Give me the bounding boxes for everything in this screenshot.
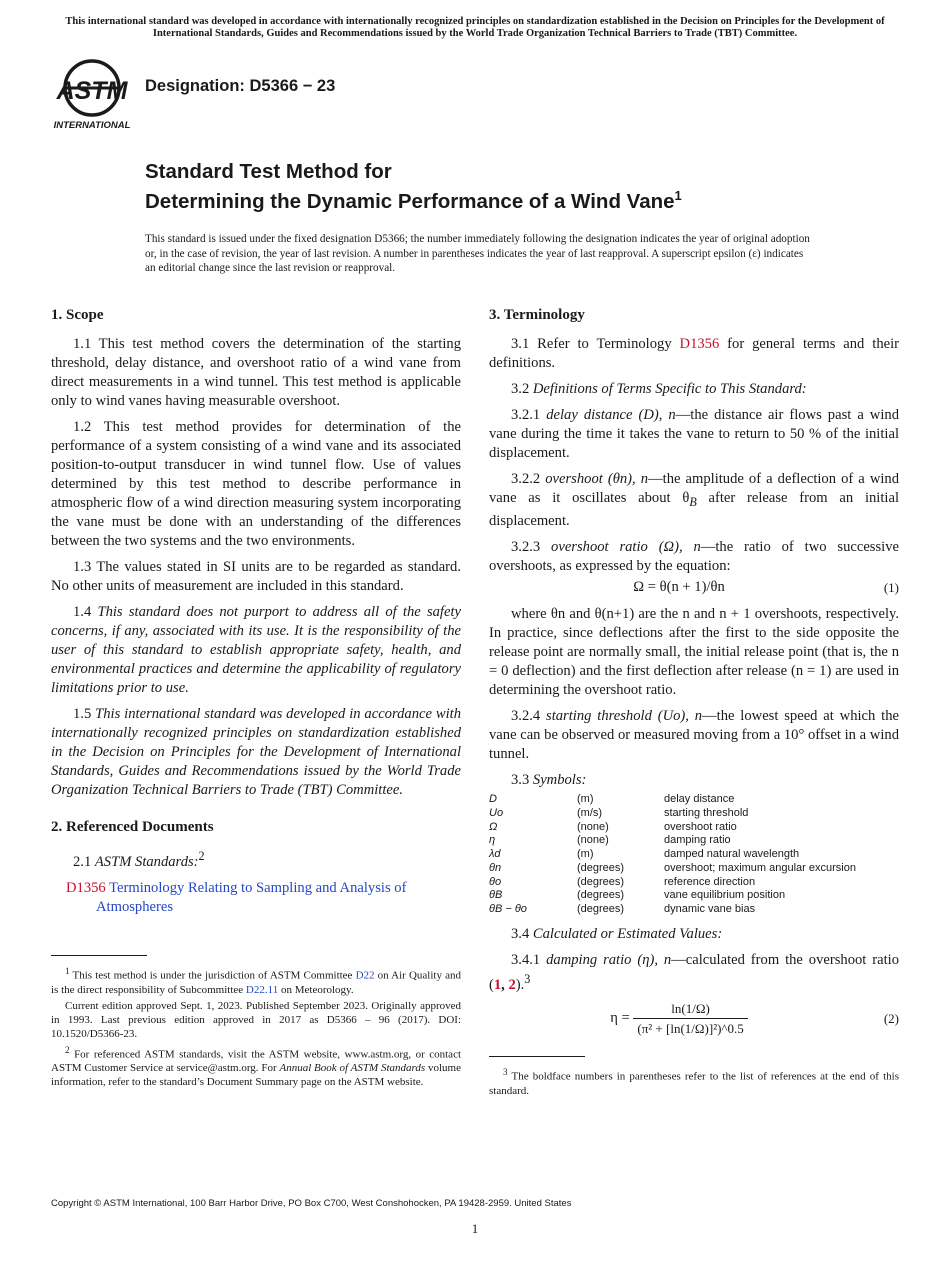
- symbol-desc: overshoot; maximum angular excursion: [664, 861, 856, 874]
- logo-letters: ASTM: [56, 77, 128, 105]
- terminology-heading: 3. Terminology: [489, 307, 585, 323]
- symbol-row: [489, 848, 889, 862]
- ref-title-link[interactable]: Terminology Relating to Sampling and Analysis of: [105, 879, 407, 896]
- symbol-sym: η: [489, 834, 496, 847]
- designation: Designation: D5366 − 23: [145, 77, 336, 95]
- equation-2-denominator: (π² + [ln(1/Ω)]²)^0.5: [637, 1020, 744, 1036]
- para-3-1: 3.1 Refer to Terminology D1356 for general terms and their definitions.: [489, 336, 900, 371]
- symbol-row: [489, 889, 889, 903]
- symbol-desc: delay distance: [664, 792, 735, 805]
- symbol-row: [489, 834, 889, 848]
- link-d1356[interactable]: D1356: [679, 336, 720, 352]
- page-number: 1: [471, 1221, 479, 1236]
- para-2-1: 2.1 ASTM Standards:$^2$: [73, 849, 205, 870]
- link-d22-11[interactable]: D22.11: [245, 983, 279, 996]
- symbol-sym: θB: [489, 889, 503, 902]
- para-3-4: 3.4 Calculated or Estimated Values:: [511, 926, 723, 943]
- symbol-row: [489, 862, 889, 876]
- ref-code-link[interactable]: D1356: [66, 879, 106, 896]
- symbol-row: [489, 807, 889, 821]
- refdocs-heading: 2. Referenced Documents: [51, 819, 214, 835]
- para-3-2: 3.2 Definitions of Terms Specific to This Standard:: [511, 381, 807, 397]
- footnote-divider: [51, 955, 147, 956]
- symbol-row: [489, 793, 889, 807]
- scope-heading: 1. Scope: [51, 307, 104, 323]
- footnote-2: $^2$ For referenced ASTM standards, visit the ASTM website, www.astm.org, or contact ASTM Customer Service at service@astm.org. For Annual Book of ASTM Standards volume information, refer to the standard’s Document Summary page on the ASTM website.: [51, 1044, 462, 1089]
- astm-logo: [52, 55, 134, 133]
- symbol-unit: (m/s): [577, 806, 603, 819]
- symbol-desc: overshoot ratio: [664, 820, 737, 833]
- left-column: [51, 306, 461, 1091]
- equation-1-number: (1): [883, 579, 899, 595]
- footnote-divider-right: [489, 1056, 585, 1057]
- footnote-1-cont: Current edition approved Sept. 1, 2023. Published September 2023. Originally approved in 1993. Last previous edition approved in 2017 as D5366 – 96 (2017). DOI: 10.1520/D5366-23.: [51, 999, 461, 1040]
- copyright: Copyright © ASTM International, 100 Barr Harbor Drive, PO Box C700, West Conshohocken, PA 19428-2959. United States: [51, 1198, 572, 1209]
- symbol-unit: (degrees): [577, 875, 625, 888]
- symbol-desc: starting threshold: [664, 806, 749, 819]
- equation-2-body: η = $\frac{\ln(1/\Omega)}{\text{(π² + [ln(1/Ω)]²)\textasciicircum{}0.5}}$: [489, 999, 869, 1038]
- equation-2: [489, 999, 899, 1038]
- title-line1: Standard Test Method for: [145, 160, 392, 183]
- para-1-5: 1.5 This international standard was developed in accordance with internationally recognized principles on standardization established in the Decision on Principles for the Development of International Standards, Guides and Recommendations issued by the World Trade Organization Technical Barriers to Trade (TBT) Committee.: [51, 706, 462, 798]
- symbol-desc: dynamic vane bias: [664, 903, 756, 916]
- symbols-table: [489, 793, 889, 917]
- symbol-sym: D: [489, 792, 497, 805]
- footnote-1: $^1$ This test method is under the jurisdiction of ASTM Committee D22 on Air Quality and is the direct responsibility of Subcommittee D22.11 on Meteorology.: [51, 965, 461, 996]
- symbol-row: [489, 821, 889, 835]
- symbol-desc: vane equilibrium position: [664, 889, 786, 902]
- symbol-unit: (m): [577, 792, 594, 805]
- symbol-row: [489, 876, 889, 890]
- para-3-2-1: 3.2.1 delay distance (D), n—the distance air flows past a wind vane during the time it takes the vane to return to 50 % of the initial displacement.: [489, 407, 899, 461]
- para-3-2-3: 3.2.3 overshoot ratio (Ω), n—the ratio of two successive overshoots, as expressed by the equation:: [489, 538, 899, 574]
- symbol-sym: θn: [489, 861, 502, 874]
- equation-1: [489, 578, 899, 597]
- symbol-row: [489, 903, 889, 917]
- para-3-2-4: 3.2.4 starting threshold (Uo), n—the lowest speed at which the vane can be observed or measured moving from a 10° offset in a wind tunnel.: [489, 707, 899, 762]
- right-column: [489, 306, 899, 1100]
- para-1-1: 1.1 This test method covers the determination of the starting threshold, delay distance, and overshoot ratio of a wind vane from direct measurements in a wind tunnel. This test method is applicable only to wind vanes having measurable overshoot.: [51, 336, 461, 409]
- logo-word: INTERNATIONAL: [53, 120, 131, 131]
- footnote-3: $^3$ The boldface numbers in parentheses refer to the list of references at the end of this standard.: [489, 1066, 899, 1097]
- ref-2-link[interactable]: 2: [508, 976, 516, 993]
- symbol-unit: (degrees): [577, 889, 625, 902]
- title-line2: Determining the Dynamic Performance of a Wind Vane$^1$: [145, 188, 682, 213]
- symbol-unit: (degrees): [577, 903, 625, 916]
- ref-1-link[interactable]: 1: [493, 976, 502, 993]
- para-3-2-2: 3.2.2 overshoot (θn), n—the amplitude of a deflection of a wind vane as it oscillates about $\theta_B$ after release from an initial displacement.: [489, 471, 900, 529]
- equation-1-body: Ω = θ(n + 1)/θn: [633, 578, 725, 595]
- para-where: where θn and θ(n+1) are the n and n + 1 overshoots, respectively. In practice, since deflections after the first to the side opposite the release point are normally small, the initial release point (that is, the n = 0 deflection) and the first deflection after release (n = 1) are used in determining the overshoot ratio.: [489, 605, 899, 698]
- para-1-2: 1.2 This test method provides for determination of the performance of a system consisting of a wind vane and its associated position-to-output transducer in wind tunnel flow. Use of values determined by this test method to describe performance in atmospheric flow of a wind direction measuring system incorporating the vane must be done with an understanding of the differences between the two systems and the two environments.: [51, 419, 461, 549]
- link-d22[interactable]: D22: [355, 969, 375, 982]
- page-title: [145, 160, 682, 214]
- symbol-sym: θo: [489, 875, 502, 888]
- top-notice: This international standard was developed in accordance with internationally recognized principles on standardization established in the Decision on Principles for the Development of International Standards, Guides and Recommendations issued by the World Trade Organization Technical Barriers to Trade (TBT) Committee.: [65, 16, 885, 39]
- symbol-sym: Ω: [489, 820, 498, 833]
- symbol-sym: θB − θo: [489, 903, 527, 916]
- symbol-unit: (m): [577, 848, 594, 861]
- equation-2-numerator: ln(1/Ω): [633, 999, 747, 1019]
- para-3-4-1: 3.4.1 damping ratio (η), n—calculated from the overshoot ratio (1, 2).$^3$: [489, 952, 900, 993]
- symbol-desc: damping ratio: [664, 834, 731, 847]
- symbol-desc: damped natural wavelength: [664, 848, 800, 861]
- para-3-3: 3.3 Symbols:: [511, 771, 587, 788]
- equation-2-number: (2): [883, 1010, 899, 1026]
- ref-d1356[interactable]: [66, 879, 461, 917]
- para-1-4: 1.4 This standard does not purport to address all of the safety concerns, if any, associated with its use. It is the responsibility of the user of this standard to establish appropriate safety, health, and environmental practices and determine the applicability of regulatory limitations prior to use.: [51, 604, 461, 696]
- para-1-3: 1.3 The values stated in SI units are to be regarded as standard. No other units of measurement are included in this standard.: [51, 559, 461, 594]
- symbol-sym: λd: [489, 848, 501, 861]
- symbol-desc: reference direction: [664, 875, 756, 888]
- symbol-unit: (none): [577, 834, 609, 847]
- ref-title-cont[interactable]: Atmospheres: [96, 898, 174, 915]
- symbol-unit: (none): [577, 820, 609, 833]
- symbol-sym: Uo: [489, 806, 504, 819]
- symbol-unit: (degrees): [577, 861, 625, 874]
- issued-statement: This standard is issued under the fixed designation D5366; the number immediately following the designation indicates the year of original adoption or, in the case of revision, the year of last revision. A number in parentheses indicates the year of last reapproval. A superscript epsilon (ε) indicates an editorial change since the last revision or reapproval.: [145, 233, 810, 274]
